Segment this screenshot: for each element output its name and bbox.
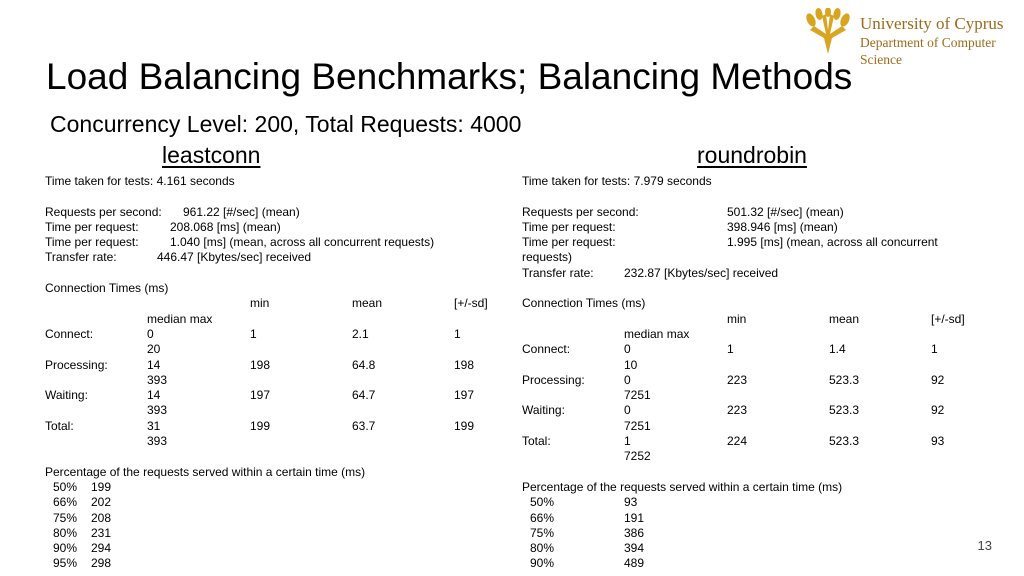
university-name: University of Cyprus [860,14,1004,33]
time-per-request-concurrent-line: Time per request: 1.040 [ms] (mean, across all concurrent requests) [45,235,435,250]
leastconn-heading: leastconn [162,142,261,168]
department-name-line2: Science [860,52,902,67]
table-row: Processing: 0 223 523.3 92 [522,372,945,387]
roundrobin-results [522,174,982,572]
transfer-rate-line: Transfer rate: 446.47 [Kbytes/sec] received [45,250,312,265]
list-item: 95% 298 [53,556,112,571]
connection-times-header-wrap: median max [147,311,213,326]
connection-times-title: Connection Times (ms) [45,281,169,296]
requests-per-second-line: Requests per second: 501.32 [#/sec] (mean) [522,204,844,219]
table-row-wrap: 393 [147,403,168,418]
table-row-wrap: 7251 [624,418,651,433]
university-logo-icon [802,8,854,54]
list-item: 75% 208 [53,510,112,525]
connection-times-header: min mean [+/-sd] [727,311,965,326]
list-item: 90% 294 [53,541,112,556]
transfer-rate-line: Transfer rate: 232.87 [Kbytes/sec] received [522,265,779,280]
time-taken-line: Time taken for tests: 7.979 seconds [522,174,712,188]
connection-times-header: min mean [+/-sd] [250,296,488,311]
list-item: 50% 93 [530,495,638,510]
table-row: Waiting: 14 197 64.7 197 [45,388,475,403]
roundrobin-heading: roundrobin [697,142,807,168]
percentage-title: Percentage of the requests served within a certain time (ms) [522,479,843,494]
leastconn-results [45,174,505,572]
connection-times-title: Connection Times (ms) [522,296,646,311]
list-item: 50% 199 [53,479,112,494]
list-item: 80% 231 [53,525,112,540]
table-row-wrap: 7252 [624,449,651,464]
list-item: 66% 191 [530,510,645,525]
time-per-request-line: Time per request: 208.068 [ms] (mean) [45,219,281,234]
percentage-title: Percentage of the requests served within a certain time (ms) [45,464,366,479]
table-row-wrap: 393 [147,434,168,449]
table-row: Total: 31 199 63.7 199 [45,418,475,433]
table-row: Connect: 0 1 2.1 1 [45,326,461,341]
time-taken-line: Time taken for tests: 4.161 seconds [45,174,235,188]
connection-times-header-wrap: median max [624,326,690,341]
requests-per-second-line: Requests per second: 961.22 [#/sec] (mean) [45,204,300,219]
list-item: 66% 202 [53,495,112,510]
department-name: Department of Computer [860,35,996,50]
time-per-request-concurrent-line: Time per request: 1.995 [ms] (mean, across all concurrent [522,235,938,250]
table-row-wrap: 10 [624,357,638,372]
table-row-wrap: 393 [147,372,168,387]
table-row: Connect: 0 1 1.4 1 [522,342,938,357]
page-number: 13 [977,538,992,553]
slide-title: Load Balancing Benchmarks; Balancing Methods [46,56,853,97]
list-item: 75% 386 [530,525,645,540]
time-per-request-line: Time per request: 398.946 [ms] (mean) [522,219,838,234]
table-row-wrap: 7251 [624,388,651,403]
table-row: Total: 1 224 523.3 93 [522,434,945,449]
time-per-request-concurrent-wrap: requests) [522,250,573,265]
slide-subtitle: Concurrency Level: 200, Total Requests: 4000 [50,111,522,137]
list-item: 80% 394 [530,541,645,556]
table-row: Processing: 14 198 64.8 198 [45,357,475,372]
table-row: Waiting: 0 223 523.3 92 [522,403,945,418]
logo-text [860,14,1004,68]
list-item: 90% 489 [530,556,645,571]
table-row-wrap: 20 [147,342,161,357]
